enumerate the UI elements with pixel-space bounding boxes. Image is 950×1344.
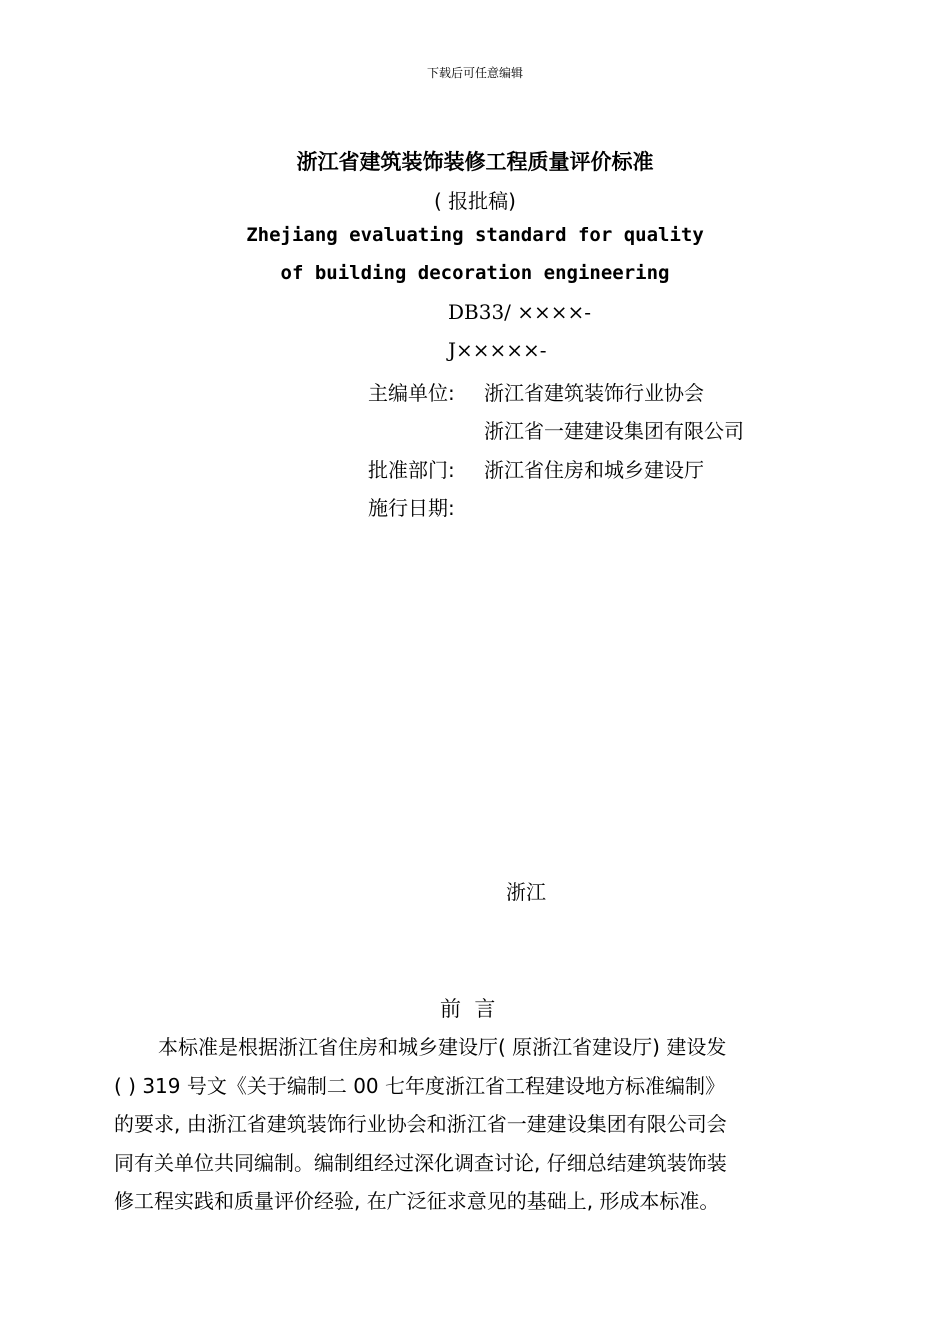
document-title-en-line2: of building decoration engineering bbox=[280, 262, 670, 284]
chief-editor-value-2: 浙江省一建建设集团有限公司 bbox=[484, 419, 744, 443]
standard-code-j: J×××××- bbox=[448, 338, 547, 362]
approval-dept-label: 批准部门: bbox=[368, 458, 455, 482]
preface-line: 本标准是根据浙江省住房和城乡建设厅( 原浙江省建设厅) 建设发 bbox=[158, 1035, 727, 1059]
preface-line: 同有关单位共同编制。编制组经过深化调查讨论, 仔细总结建筑装饰装 bbox=[114, 1151, 727, 1175]
preface-title: 前 言 bbox=[440, 997, 496, 1021]
header-note: 下载后可任意编辑 bbox=[426, 66, 523, 80]
document-title-en-line1: Zhejiang evaluating standard for quality bbox=[246, 224, 704, 246]
chief-editor-value-1: 浙江省建筑装饰行业协会 bbox=[484, 381, 704, 405]
document-subtitle: ( 报批稿) bbox=[434, 189, 516, 213]
document-title-cn: 浙江省建筑装饰装修工程质量评价标准 bbox=[296, 150, 654, 174]
preface-line: ( ) 319 号文《关于编制二 00 七年度浙江省工程建设地方标准编制》 bbox=[114, 1074, 726, 1098]
effective-date-label: 施行日期: bbox=[368, 496, 455, 520]
publication-place: 浙江 bbox=[506, 880, 546, 904]
preface-line: 修工程实践和质量评价经验, 在广泛征求意见的基础上, 形成本标准。 bbox=[114, 1189, 720, 1213]
approval-dept-value: 浙江省住房和城乡建设厅 bbox=[484, 458, 704, 482]
chief-editor-label: 主编单位: bbox=[368, 381, 455, 405]
standard-code-db: DB33/ ××××- bbox=[448, 300, 592, 324]
preface-line: 的要求, 由浙江省建筑装饰行业协会和浙江省一建建设集团有限公司会 bbox=[114, 1112, 727, 1136]
